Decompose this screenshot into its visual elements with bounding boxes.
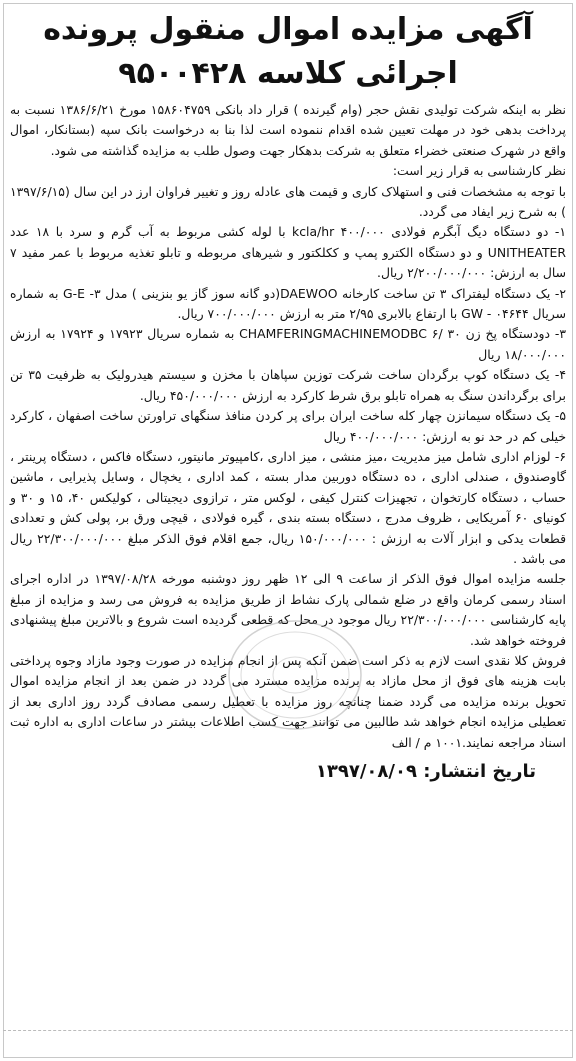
publication-date: تاریخ انتشار: ۱۳۹۷/۰۸/۰۹ bbox=[315, 761, 536, 782]
item-4: ۴- یک دستگاه کوپ برگردان ساخت شرکت توزین سپاهان با مخزن و سیستم هیدرولیک به ظرفیت ۳۵ تن برای برگرداندن سنگ به همراه تابلو برق شرط کارکرد به ارزش ۴۵۰/۰۰۰/۰۰۰ ریال. bbox=[10, 367, 566, 403]
item-1: ۱- دو دستگاه دیگ آبگرم فولادی kcla/hr ۴۰۰/۰۰۰ با لوله کشی مربوط به آب گرم و سرد با ۱۸ عدد UNITHEATER و دو دستگاه الکترو پمپ و ککلکتور و شیرهای مربوطه و تابلو تغذیه مربوط با عمر مفید ۷ سال به ارزش: ۲/۲۰۰/۰۰۰/۰۰۰ ریال. bbox=[10, 224, 566, 281]
notice-title-line1: آگهی مزایده اموال منقول پرونده bbox=[43, 12, 533, 47]
expert-opinion-intro: با توجه به مشخصات فنی و استهلاک کاری و قیمت های عادله روز و تغییر فراوان ارز در این سال (۱۳۹۷/۶/۱۵ ) به شرح زیر ایفاد می گردد. bbox=[10, 183, 566, 220]
item-5: ۵- یک دستگاه سیمانزن چهار کله ساخت ایران برای پر کردن منافذ سنگهای تراورتن ساخت اصفهان ، کارکرد خیلی کم در حد نو به ارزش: ۴۰۰/۰۰۰/۰۰۰ ریال bbox=[10, 408, 566, 444]
item-2: ۲- یک دستگاه لیفتراک ۳ تن ساخت کارخانه DAEWOO(دو گانه سوز گاز یو بنزینی ) مدل ۳- G-E به شماره سریال ۰۴۶۴۴ - GW با ارتفاع بالابری ۲/۹۵ متر به ارزش ۷۰۰/۰۰۰/۰۰۰ ریال. bbox=[10, 285, 566, 322]
notice-body bbox=[10, 100, 566, 753]
intro-paragraph: نظر به اینکه شرکت تولیدی نقش حجر (وام گیرنده ) قرار داد بانکی ۱۵۸۶۰۴۷۵۹ مورخ ۱۳۸۶/۶/۲۱ نسبت به پرداخت بدهی خود در مهلت تعیین شده اقدام ننموده است لذا بنا به درخواست بانک سپه (بستانکار، اموال واقع در شهرک صنعتی خضراء متعلق به شرکت بدهکار جهت وصول طلب به مزایده گذاشته می شود. bbox=[10, 102, 566, 158]
expert-opinion-heading: نظر کارشناسی به قرار زیر است: bbox=[392, 163, 566, 179]
bottom-divider bbox=[3, 1030, 573, 1031]
sale-terms-paragraph: فروش کلا نقدی است لازم به ذکر است ضمن آنکه پس از انجام مزایده در صورت وجود مازاد وجوه پرداختی بابت هزینه های فوق از محل مازاد به برنده مزایده مسترد می گردد در ضمن بعد از انجام مزایده اموال تحویل برنده مزایده می گردد ضمنا چنانچه روز مزایده با تعطیل رسمی مصادف گردد روز اداری بعد از تعطیلی مزایده انجام خواهد شد طالبین می توانند جهت کسب اطلاعات بیشتر در ساعات اداری به اداره ثبت اسناد مراجعه نمایند.۱۰۰۱ م / الف bbox=[10, 652, 566, 750]
auction-session-paragraph: جلسه مزایده اموال فوق الذکر از ساعت ۹ الی ۱۲ ظهر روز دوشنبه مورخه ۱۳۹۷/۰۸/۲۸ در اداره اجرای اسناد رسمی کرمان واقع در ضلع شمالی پارک نشاط از طریق مزایده به فروش می رسد و مزایده از مبلغ پایه کارشناسی ۲۲/۳۰۰/۰۰۰/۰۰۰ ریال موجود در محل که قطعی گردیده است شروع و بالاترین مبلغ پیشنهادی فروخته خواهد شد. bbox=[10, 571, 566, 648]
item-6: ۶- لوزام اداری شامل میز مدیریت ،میز منشی ، میز اداری ،کامپیوتر مانیتور، دستگاه فاکس ، دستگاه پرینتر ، گاوصندوق ، صندلی اداری ، ده دستگاه دوربین مدار بسته ، کمد اداری ، یخچال ، وسایل پذیرایی ، ماشین حساب ، دستگاه کارتخوان ، تجهیزات کنترل کیفی ، لوکس متر ، ترازوی دیجیتالی ، کولیکس ۴۰، ۱۵ و ۳۰ و کونیای ۶۰ آمریکایی ، ظروف مدرج ، دستگاه بسته بندی ، گیره فولادی ، قیچی ورق بر، پولی کش و تعدادی قطعات یدکی و ابزار آلات به ارزش : ۱۵۰/۰۰۰/۰۰۰ ریال، جمع اقلام فوق الذکر مبلغ ۲۲/۳۰۰/۰۰۰/۰۰۰ ریال می باشد . bbox=[10, 448, 566, 566]
notice-title-line2: اجرائی کلاسه ۹۵۰۰۴۲۸ bbox=[118, 56, 458, 91]
item-3: ۳- دودستگاه پخ زن ۳۰ /۶ CHAMFERINGMACHINEMODBC به شماره سریال ۱۷۹۲۳ و ۱۷۹۲۴ به ارزش ۱۸/۰۰۰/۰۰۰ ریال bbox=[10, 326, 566, 362]
